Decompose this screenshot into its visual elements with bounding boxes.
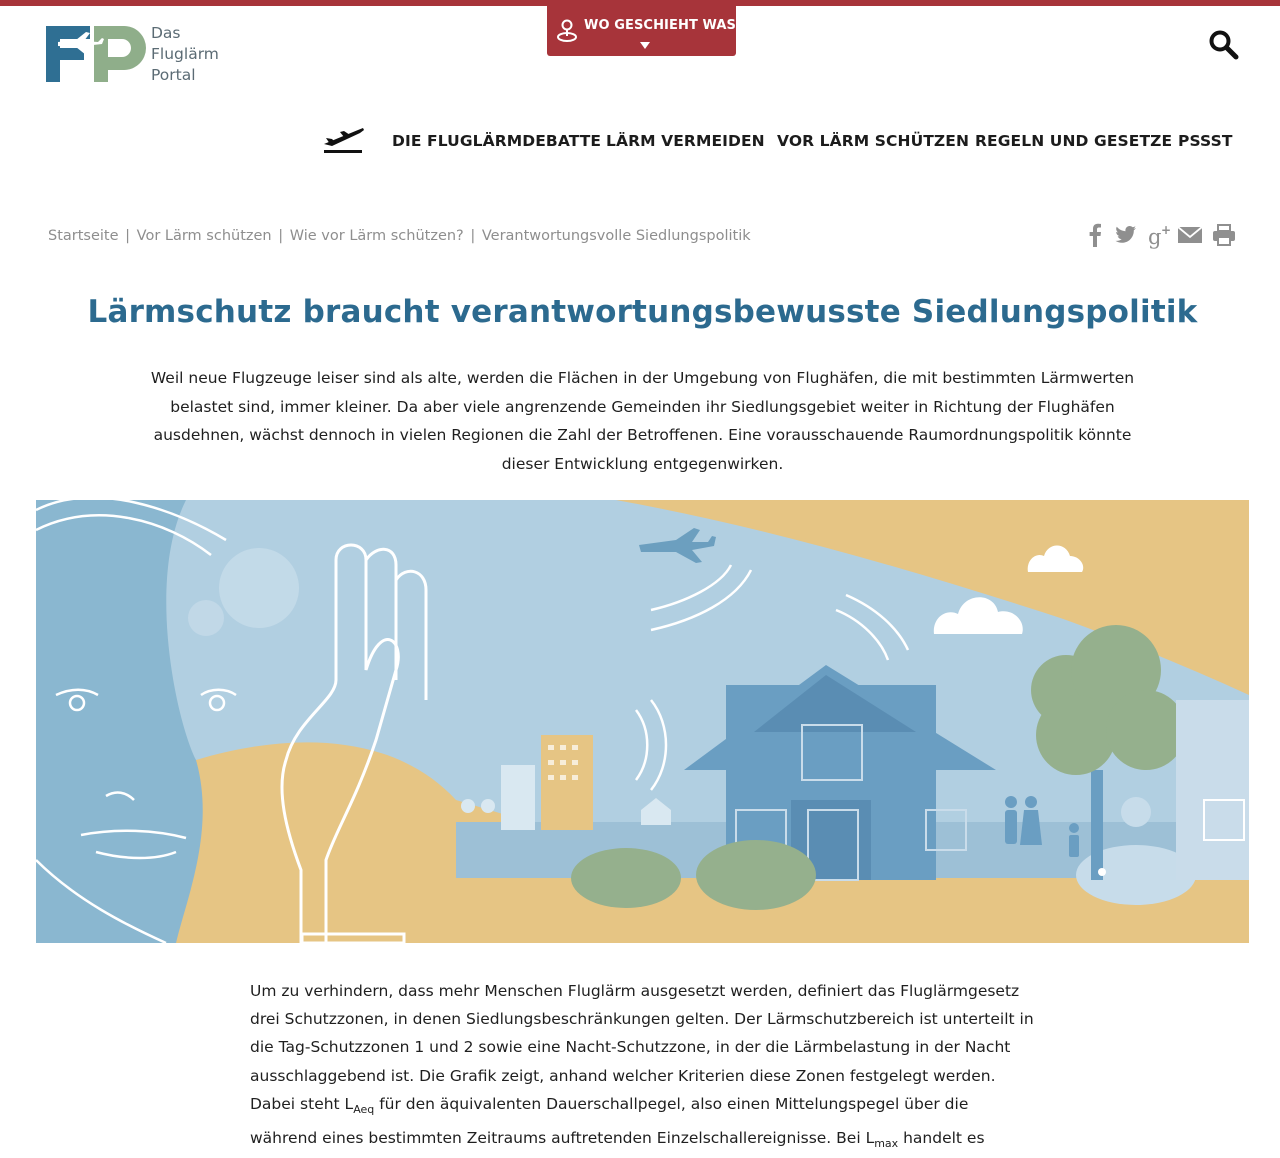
hero-illustration <box>36 500 1249 943</box>
breadcrumb-item-current: Verantwortungsvolle Siedlungspolitik <box>481 228 751 244</box>
map-pin-icon <box>555 16 579 44</box>
mail-icon[interactable] <box>1177 222 1203 248</box>
article-body-part-2: für den äquivalenten Dauerschallpegel, also einen Mittelungspegel über die während eines bestimmten Zeitraums auftretenden Einzelschallereignisse. Bei L <box>250 1094 969 1148</box>
nav-item-fluglaermdebatte[interactable]: DIE FLUGLÄRMDEBATTE <box>392 132 602 150</box>
svg-text:+: + <box>1161 223 1172 237</box>
breadcrumb-separator: | <box>125 228 131 244</box>
article-body-subscript: Aeq <box>353 1102 375 1116</box>
article-body-subscript-2: max <box>874 1137 899 1151</box>
share-toolbar <box>1082 222 1242 248</box>
twitter-icon[interactable] <box>1114 222 1138 248</box>
breadcrumb <box>48 228 751 244</box>
breadcrumb-separator: | <box>278 228 284 244</box>
google-plus-icon[interactable] <box>1148 222 1174 248</box>
search-icon <box>1206 27 1242 63</box>
site-logo[interactable] <box>46 26 236 86</box>
settlement-noise-illustration <box>36 500 1249 943</box>
breadcrumb-separator: | <box>470 228 476 244</box>
chevron-down-icon <box>640 42 650 49</box>
airplane-takeoff-icon[interactable] <box>320 122 366 156</box>
logo-line-3: Portal <box>151 66 196 84</box>
article-body-part-3: handelt es <box>898 1129 985 1148</box>
breadcrumb-item-startseite[interactable]: Startseite <box>48 228 119 244</box>
where-happens-what-button[interactable] <box>547 6 744 56</box>
logo-line-2: Fluglärm <box>151 45 219 63</box>
article-body <box>250 977 1040 1158</box>
main-navigation <box>320 118 1260 164</box>
article-body-part-1: Um zu verhindern, dass mehr Menschen Fluglärm ausgesetzt werden, definiert das Fluglärmgesetz drei Schutzzonen, in denen Siedlungsbeschränkungen gelten. Der Lärmschutzbereich ist unterteilt in die Tag-Schutzzonen 1 und 2 sowie eine Nacht-Schutzzone, in der die Lärmbelastung in der Nacht ausschlaggebend ist. Die Grafik zeigt, anhand welcher Kriterien diese Zonen festgelegt werden. Dabei steht L <box>250 982 1034 1113</box>
facebook-icon[interactable] <box>1086 222 1104 248</box>
svg-text:g: g <box>1148 225 1162 249</box>
nav-item-vor-laerm-schuetzen[interactable]: VOR LÄRM SCHÜTZEN <box>777 132 970 150</box>
logo-text <box>151 23 219 86</box>
nav-item-pssst[interactable]: PSSST <box>1178 132 1233 150</box>
breadcrumb-item-vor-laerm-schuetzen[interactable]: Vor Lärm schützen <box>136 228 272 244</box>
where-happens-what-label: WO GESCHIEHT WAS? <box>584 18 744 33</box>
print-icon[interactable] <box>1212 222 1236 248</box>
logo-mark <box>46 26 146 82</box>
breadcrumb-item-wie-vor-laerm-schuetzen[interactable]: Wie vor Lärm schützen? <box>289 228 464 244</box>
logo-line-1: Das <box>151 24 181 42</box>
search-button[interactable] <box>1206 27 1242 63</box>
page-title: Lärmschutz braucht verantwortungsbewusste Siedlungspolitik <box>87 294 1198 330</box>
nav-item-regeln-und-gesetze[interactable]: REGELN UND GESETZE <box>975 132 1173 150</box>
article-lead: Weil neue Flugzeuge leiser sind als alte, werden die Flächen in der Umgebung von Flughäfen, die mit bestimmten Lärmwerten belastet sind, immer kleiner. Da aber viele angrenzende Gemeinden ihr Siedlungsgebiet weiter in Richtung der Flughäfen ausdehnen, wächst dennoch in vielen Regionen die Zahl der Betroffenen. Eine vorausschauende Raumordnungspolitik könnte dieser Entwicklung entgegenwirken. <box>150 369 1135 473</box>
nav-item-laerm-vermeiden[interactable]: LÄRM VERMEIDEN <box>606 132 765 150</box>
